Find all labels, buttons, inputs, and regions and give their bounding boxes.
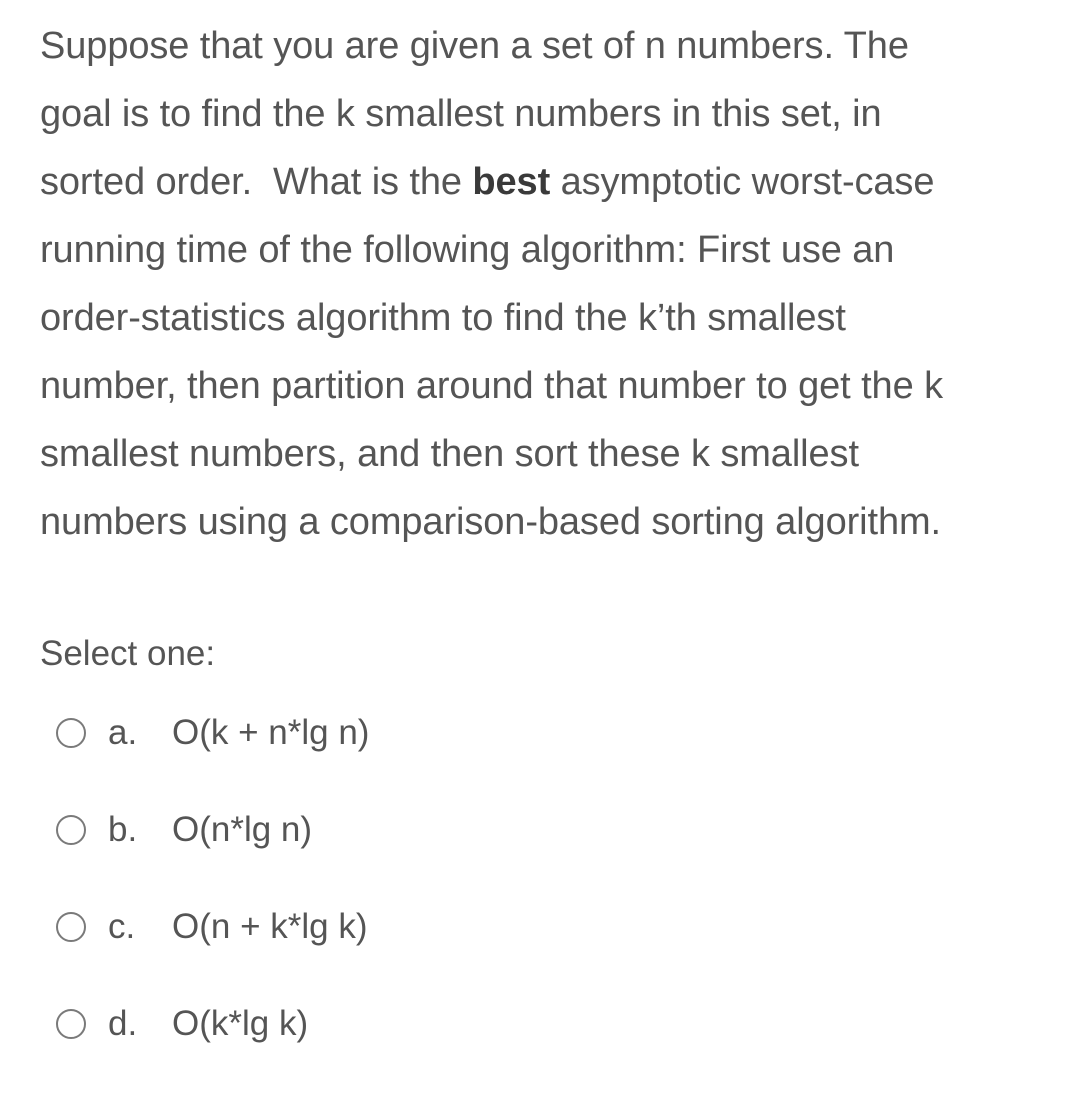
- question-line-5: order-statistics algorithm to find the k’th smallest: [40, 297, 846, 339]
- option-a[interactable]: [56, 703, 369, 763]
- radio-button-d[interactable]: [56, 1009, 86, 1039]
- option-c[interactable]: [56, 897, 367, 957]
- option-b-letter: b.: [108, 810, 138, 849]
- option-d-letter: d.: [108, 1004, 138, 1043]
- option-c-letter: c.: [108, 907, 136, 946]
- option-a-letter: a.: [108, 713, 138, 752]
- question-line-8: numbers using a comparison-based sorting algorithm.: [40, 501, 942, 543]
- question-line-1: Suppose that you are given a set of n numbers. The: [40, 25, 909, 67]
- question-line-3-end: asymptotic worst-case: [550, 161, 935, 203]
- question-emphasis-best: best: [472, 161, 551, 203]
- option-d-text: O(k*lg k): [172, 1004, 309, 1043]
- option-b[interactable]: [56, 800, 312, 860]
- radio-button-c[interactable]: [56, 912, 86, 942]
- question-line-3-start: sorted order. What is the: [40, 161, 473, 203]
- radio-button-b[interactable]: [56, 815, 86, 845]
- radio-button-a[interactable]: [56, 718, 86, 748]
- select-one-label: Select one:: [40, 634, 216, 673]
- question-text: [40, 12, 1065, 556]
- question-line-6: number, then partition around that number to get the k: [40, 365, 943, 407]
- option-c-text: O(n + k*lg k): [172, 907, 368, 946]
- question-line-3: [40, 148, 1065, 216]
- question-line-7: smallest numbers, and then sort these k smallest: [40, 433, 859, 475]
- option-a-text: O(k + n*lg n): [172, 713, 370, 752]
- option-b-text: O(n*lg n): [172, 810, 313, 849]
- question-line-2: goal is to find the k smallest numbers in this set, in: [40, 93, 882, 135]
- option-d[interactable]: [56, 994, 308, 1054]
- question-line-4: running time of the following algorithm: First use an: [40, 229, 895, 271]
